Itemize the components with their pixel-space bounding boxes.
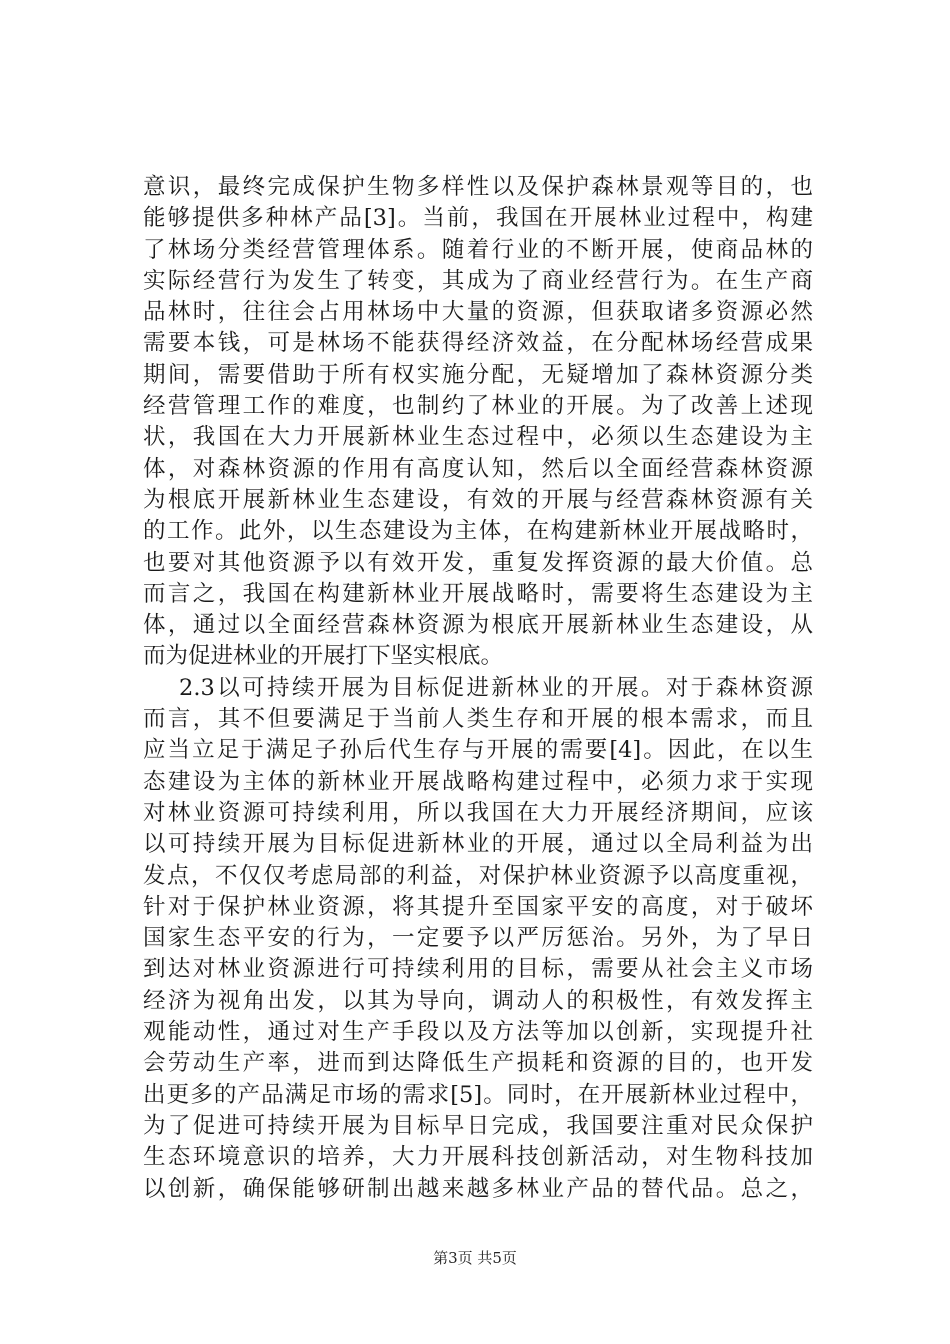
text-line: 发点，不仅仅考虑局部的利益，对保护林业资源予以高度重视， [143,862,813,889]
text-line: 生态环境意识的培养，大力开展科技创新活动，对生物科技加 [143,1144,813,1171]
text-line: 应当立足于满足子孙后代生存与开展的需要[4]。因此，在以生 [143,737,813,764]
text-line: 到达对林业资源进行可持续利用的目标，需要从社会主义市场 [143,956,813,983]
text-line: 状，我国在大力开展新林业生态过程中，必须以生态建设为主 [143,424,813,451]
text-line: 经济为视角出发，以其为导向，调动人的积极性，有效发挥主 [143,987,813,1014]
text-line: 2.3以可持续开展为目标促进新林业的开展。对于森林资源 [179,674,813,701]
text-line: 国家生态平安的行为，一定要予以严厉惩治。另外，为了早日 [143,925,813,952]
text-line: 对林业资源可持续利用，所以我国在大力开展经济期间，应该 [143,799,813,826]
text-line: 而言之，我国在构建新林业开展战略时，需要将生态建设为主 [143,580,813,607]
text-line: 能够提供多种林产品[3]。当前，我国在开展林业过程中，构建 [143,205,813,232]
page-number-footer: 第3页 共5页 [433,1249,517,1267]
text-line: 的工作。此外，以生态建设为主体，在构建新林业开展战略时， [143,518,813,545]
text-line: 出更多的产品满足市场的需求[5]。同时，在开展新林业过程中， [143,1081,813,1108]
text-line: 态建设为主体的新林业开展战略构建过程中，必须力求于实现 [143,768,813,795]
text-line: 需要本钱，可是林场不能获得经济效益，在分配林场经营成果 [143,330,813,357]
text-line: 品林时，往往会占用林场中大量的资源，但获取诸多资源必然 [143,299,813,326]
text-line: 而为促进林业的开展打下坚实根底。 [143,643,504,670]
text-line: 经营管理工作的难度，也制约了林业的开展。为了改善上述现 [143,393,813,420]
text-line: 为根底开展新林业生态建设，有效的开展与经营森林资源有关 [143,486,813,513]
paragraph-1 [143,172,813,673]
text-line: 实际经营行为发生了转变，其成为了商业经营行为。在生产商 [143,267,813,294]
paragraph-2 [143,673,813,1205]
text-line: 期间，需要借助于所有权实施分配，无疑增加了森林资源分类 [143,361,813,388]
text-line: 意识，最终完成保护生物多样性以及保护森林景观等目的，也 [143,174,813,200]
text-line: 体，通过以全面经营森林资源为根底开展新林业生态建设，从 [143,612,813,639]
text-line: 观能动性，通过对生产手段以及方法等加以创新，实现提升社 [143,1019,813,1046]
text-line: 体，对森林资源的作用有高度认知，然后以全面经营森林资源 [143,455,813,482]
text-line: 针对于保护林业资源，将其提升至国家平安的高度，对于破坏 [143,893,813,920]
text-line: 会劳动生产率，进而到达降低生产损耗和资源的目的，也开发 [143,1050,813,1077]
body-text [143,172,813,1205]
text-line: 而言，其不但要满足于当前人类生存和开展的根本需求，而且 [143,706,813,733]
text-line: 为了促进可持续开展为目标早日完成，我国要注重对民众保护 [143,1112,813,1139]
text-line: 也要对其他资源予以有效开发，重复发挥资源的最大价值。总 [143,549,813,576]
text-line: 以可持续开展为目标促进新林业的开展，通过以全局利益为出 [143,831,813,858]
text-line: 了林场分类经营管理体系。随着行业的不断开展，使商品林的 [143,236,813,263]
text-line: 以创新，确保能够研制出越来越多林业产品的替代品。总之， [143,1175,813,1202]
